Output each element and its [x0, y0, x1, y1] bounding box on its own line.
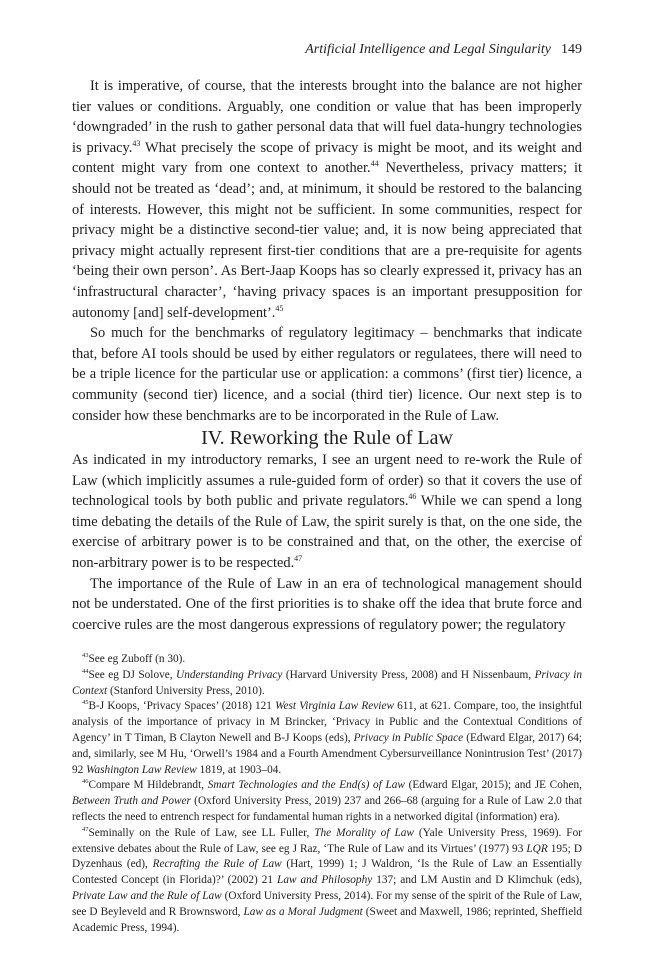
citation-title: Law as a Moral Judgment: [243, 905, 363, 918]
footnote-text: (Oxford University Press, 2014). For my sense of the spirit of the Rule of Law, see D Beyleveld and R Brownsword,: [72, 889, 582, 918]
citation-title: West Virginia Law Review: [275, 700, 394, 713]
footnote-text: See eg Zuboff (n 30).: [88, 653, 186, 665]
footnote-number: 46: [82, 778, 89, 786]
footnote-number: 45: [82, 699, 89, 707]
citation-title: Privacy in Public Space: [353, 731, 464, 744]
paragraph-privacy: [72, 76, 582, 323]
text-run: Nevertheless, privacy matters; it should not be treated as ‘dead’; and, at minimum, it should be restored to the balancing of interests. However, this might not be sufficient. In some communities, respect for privacy might be a distinctive second-tier value; and, it is now being appreciated that privacy might actually represent first-tier conditions that are a pre-requisite for agents ‘being their own person’. As Bert-Jaap Koops has so clearly expressed it, privacy has an ‘infrastructural character’, ‘having privacy spaces is an important presupposition for autonomy [and] self-development’.: [72, 160, 583, 321]
text-run: As indicated in my introductory remarks, I see an urgent need to re-work the Rule of Law (which implicitly assumes a rule-guided form of order) so that it covers the use of technological tools by both public and private regulators.: [72, 452, 582, 510]
footnote-47: [72, 826, 582, 937]
footnote-text: (Harvard University Press, 2008) and H Nissenbaum,: [282, 668, 535, 681]
citation-title: The Morality of Law: [314, 826, 414, 839]
footnotes: [72, 652, 582, 936]
footnote-ref-43[interactable]: 43: [132, 138, 141, 148]
text-run: What precisely the scope of privacy is might be moot, and its weight and content might vary from one context to another.: [72, 139, 582, 177]
footnote-text: Compare M Hildebrandt,: [88, 779, 208, 792]
footnote-text: (Edward Elgar, 2015); and JE Cohen,: [404, 779, 582, 792]
citation-title: Washington Law Review: [86, 763, 197, 776]
section-heading: IV. Reworking the Rule of Law: [201, 427, 453, 450]
footnote-text: 195; D Dyzenhaus (ed),: [72, 842, 582, 871]
citation-title: Recrafting the Rule of Law: [152, 858, 282, 871]
footnote-text: B-J Koops, ‘Privacy Spaces’ (2018) 121: [88, 700, 276, 713]
citation-title: Privacy in Context: [72, 668, 582, 697]
footnote-number: 44: [82, 668, 89, 676]
citation-title: Private Law and the Rule of Law: [72, 889, 222, 902]
footnote-ref-45[interactable]: 45: [275, 303, 284, 313]
paragraph-benchmarks: So much for the benchmarks of regulatory legitimacy – benchmarks that indicate that, before AI tools should be used by either regulators or regulatees, there will need to be a triple licence for the particular use or application: a commons’ (first tier) licence, a community (second tier) licence, and a social (third tier) licence. Our next step is to consider how these benchmarks are to be incorporated in the Rule of Law.: [72, 325, 582, 424]
footnote-text: Seminally on the Rule of Law, see LL Fuller,: [88, 826, 315, 839]
footnote-text: (Sweet and Maxwell, 1986; reprinted, Sheffield Academic Press, 1994).: [72, 905, 582, 934]
footnote-text: (Hart, 1999) 1; J Waldron, ‘Is the Rule of Law an Essentially Contested Concept (in Florida)?’ (2002) 21: [72, 858, 582, 887]
paragraph-technological-management: The importance of the Rule of Law in an era of technological management should not be understated. One of the first priorities is to shake off the idea that brute force and coercive rules are the most dangerous expressions of regulatory power; the regulatory: [72, 575, 582, 633]
footnote-43: [72, 652, 582, 668]
footnote-45: [72, 699, 582, 778]
footnote-46: [72, 778, 582, 825]
footnote-number: 43: [82, 652, 89, 660]
page-number: 149: [561, 42, 582, 57]
footnote-text: (Yale University Press, 1969). For extensive debates about the Rule of Law, see eg J Raz, ‘The Rule of Law and its Virtues’ (1977) 93: [72, 826, 582, 855]
footnote-ref-47[interactable]: 47: [294, 554, 303, 564]
citation-title: Between Truth and Power: [72, 795, 191, 808]
footnote-44: [72, 668, 582, 700]
text-run: It is imperative, of course, that the interests brought into the balance are not higher tier values or conditions. Arguably, one condition or value that has been improperly ‘downgraded’ in the rush to gather personal data that will fuel data-hungry technologies is privacy.: [72, 78, 582, 156]
running-header: [72, 40, 582, 60]
citation-title: Understanding Privacy: [176, 668, 283, 681]
footnote-text: (Stanford University Press, 2010).: [107, 684, 265, 697]
citation-title: LQR: [526, 842, 548, 855]
footnote-text: 1819, at 1903–04.: [196, 763, 282, 776]
body-text: [72, 76, 582, 635]
footnote-ref-44[interactable]: 44: [370, 159, 379, 169]
text-run: While we can spend a long time debating the details of the Rule of Law, the spirit surely is that, on the one side, the exercise of arbitrary power is to be constrained and that, on the other, the exercise of non-arbitrary power is to be respected.: [72, 493, 582, 572]
citation-title: Smart Technologies and the End(s) of Law: [207, 779, 405, 792]
footnote-text: (Edward Elgar, 2017) 64; and, similarly, see M Hu, ‘Orwell’s 1984 and a Fourth Amendment Cybersurveillance Nonintrusion Test’ (2017) 92: [72, 731, 582, 776]
footnote-number: 47: [82, 826, 89, 833]
footnote-text: See eg DJ Solove,: [88, 668, 177, 681]
footnote-text: 137; and LM Austin and D Klimchuk (eds),: [372, 874, 583, 887]
footnote-text: (Oxford University Press, 2019) 237 and 266–68 (arguing for a Rule of Law 2.0 that reflects the need to entrench respect for fundamental human rights in a networked digital (information) era).: [72, 795, 582, 823]
running-title: Artificial Intelligence and Legal Singularity: [305, 42, 551, 57]
paragraph-rule-of-law: [72, 450, 582, 574]
citation-title: Law and Philosophy: [277, 874, 373, 887]
footnote-text: 611, at 621. Compare, too, the insightful analysis of the importance of privacy in M Brincker, ‘Privacy in Public and the Contextual Conditions of Agency’ in T Timan, B Clayton Newell and B-J Koops (eds),: [72, 700, 582, 744]
footnote-ref-46[interactable]: 46: [408, 492, 417, 502]
